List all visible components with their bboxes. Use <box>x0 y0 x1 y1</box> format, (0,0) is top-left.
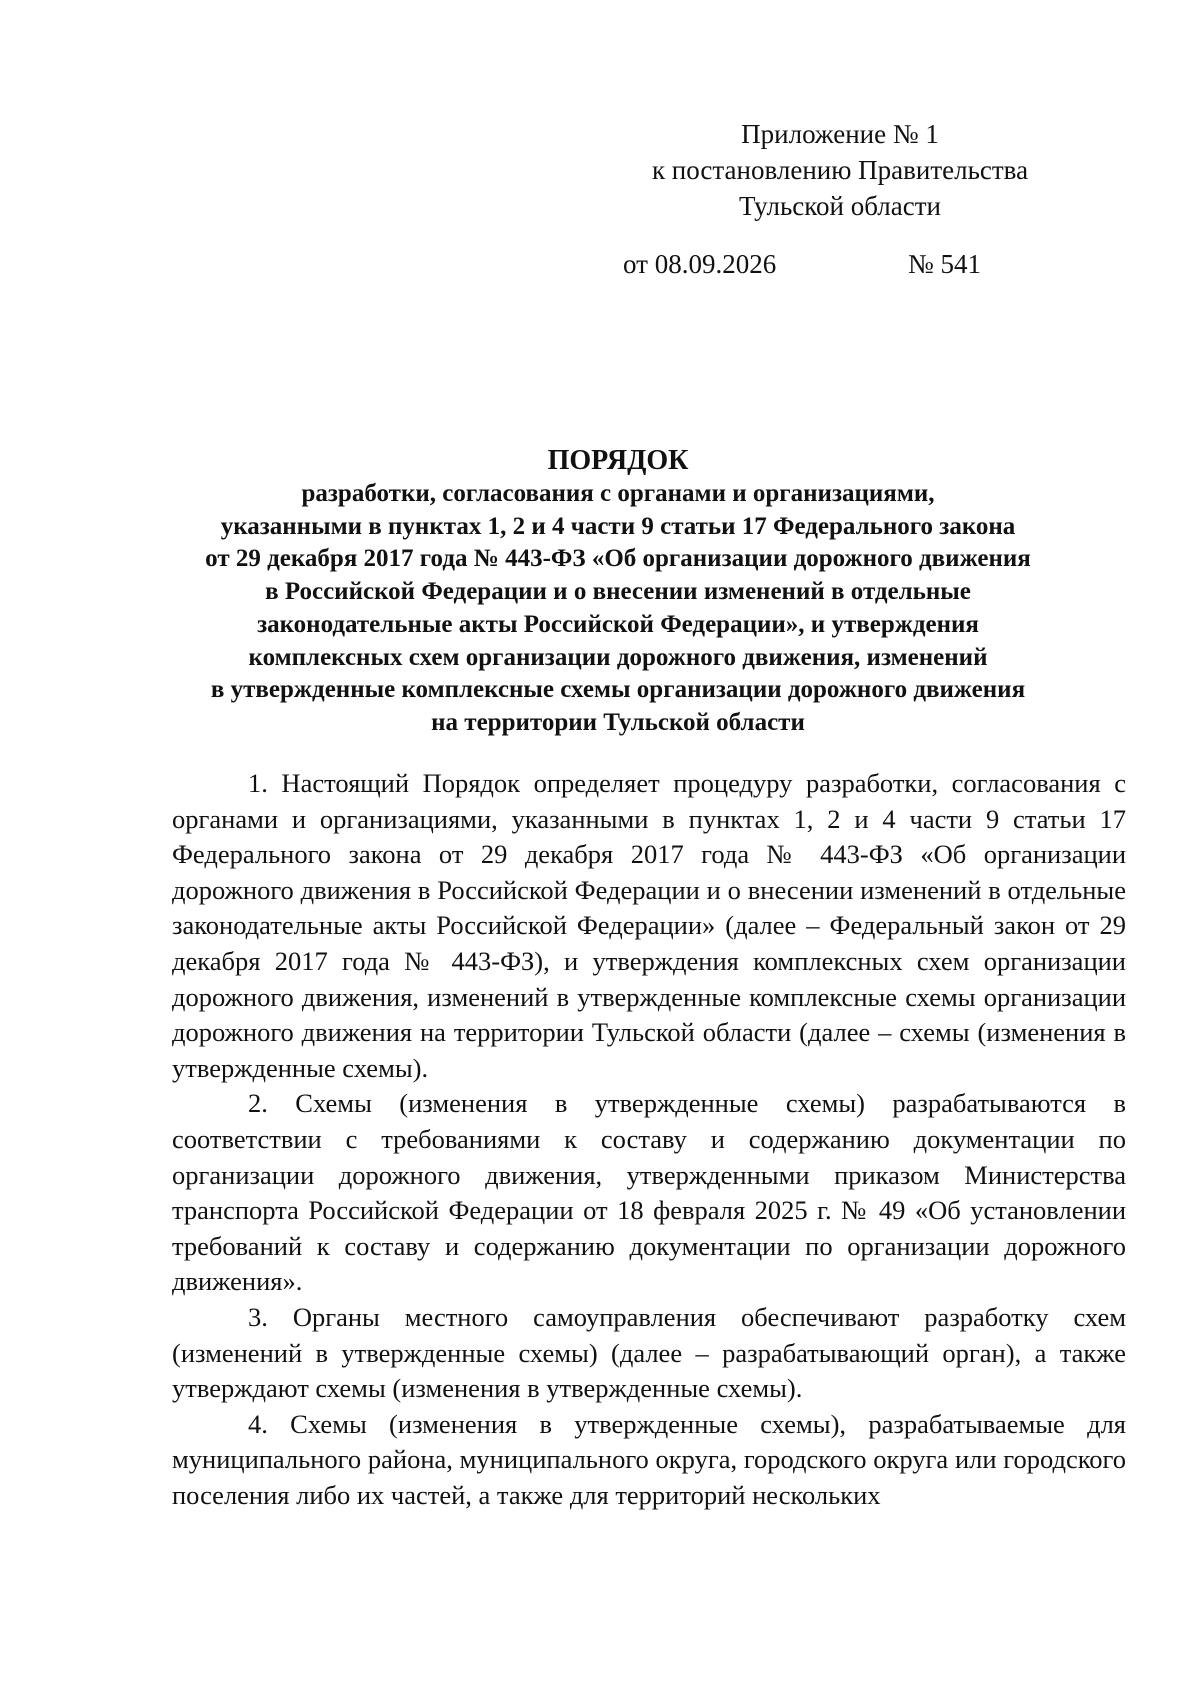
paragraph-1: 1. Настоящий Порядок определяет процедуру разработки, согласования с органами и организациями, указанными в пунктах 1, 2 и 4 части 9 статьи 17 Федерального закона от 29 декабря 2017 года № 443-ФЗ «Об организации дорожного движения в Российской Федерации и о внесении изменений в отдельные законодательные акты Российской Федерации» (далее – Федеральный закон от 29 декабря 2017 года № 443-ФЗ), и утверждения комплексных схем организации дорожного движения, изменений в утвержденные комплексные схемы организации дорожного движения на территории Тульской области (далее – схемы (изменения в утвержденные схемы). <box>172 768 1126 1083</box>
paragraph-4: 4. Схемы (изменения в утвержденные схемы), разрабатываемые для муниципального района, муниципального округа, городского округа или городского поселения либо их частей, а также для территорий нескольких <box>172 1408 1126 1510</box>
title-line: в Российской Федерации и о внесении изменений в отдельные <box>265 578 971 606</box>
paragraph-3: 3. Органы местного самоуправления обеспечивают разработку схем (изменений в утвержденные схемы) (далее – разрабатывающий орган), а также утверждают схемы (изменения в утвержденные схемы). <box>172 1301 1126 1404</box>
resolution-number: № 541 <box>908 249 982 279</box>
attachment-header <box>600 116 1080 224</box>
paragraph-2: 2. Схемы (изменения в утвержденные схемы) разрабатываются в соответствии с требованиями к составу и содержанию документации по организации дорожного движения, утвержденными приказом Министерства транспорта Российской Федерации от 18 февраля 2025 г. № 49 «Об установлении требований к составу и содержанию документации по организации дорожного движения». <box>172 1088 1126 1297</box>
document-heading: ПОРЯДОК <box>547 445 689 476</box>
attachment-region-line: Тульской области <box>739 191 941 221</box>
attachment-label: Приложение № 1 <box>741 119 939 149</box>
title-line: указанными в пунктах 1, 2 и 4 части 9 статьи 17 Федерального закона <box>220 512 1016 540</box>
title-line: законодательные акты Российской Федерации», и утверждения <box>257 610 979 638</box>
document-title-block <box>160 444 1076 740</box>
title-line: в утвержденные комплексные схемы организации дорожного движения <box>210 676 1026 704</box>
title-line: комплексных схем организации дорожного движения, изменений <box>248 643 988 671</box>
resolution-date: от 08.09.2026 <box>623 249 777 279</box>
document-body <box>172 766 1126 1513</box>
title-line: от 29 декабря 2017 года № 443-ФЗ «Об организации дорожного движения <box>205 545 1031 573</box>
attachment-resolution-line: к постановлению Правительства <box>651 155 1029 185</box>
title-line: разработки, согласования с органами и организациями, <box>301 480 935 507</box>
title-line: на территории Тульской области <box>431 708 805 736</box>
